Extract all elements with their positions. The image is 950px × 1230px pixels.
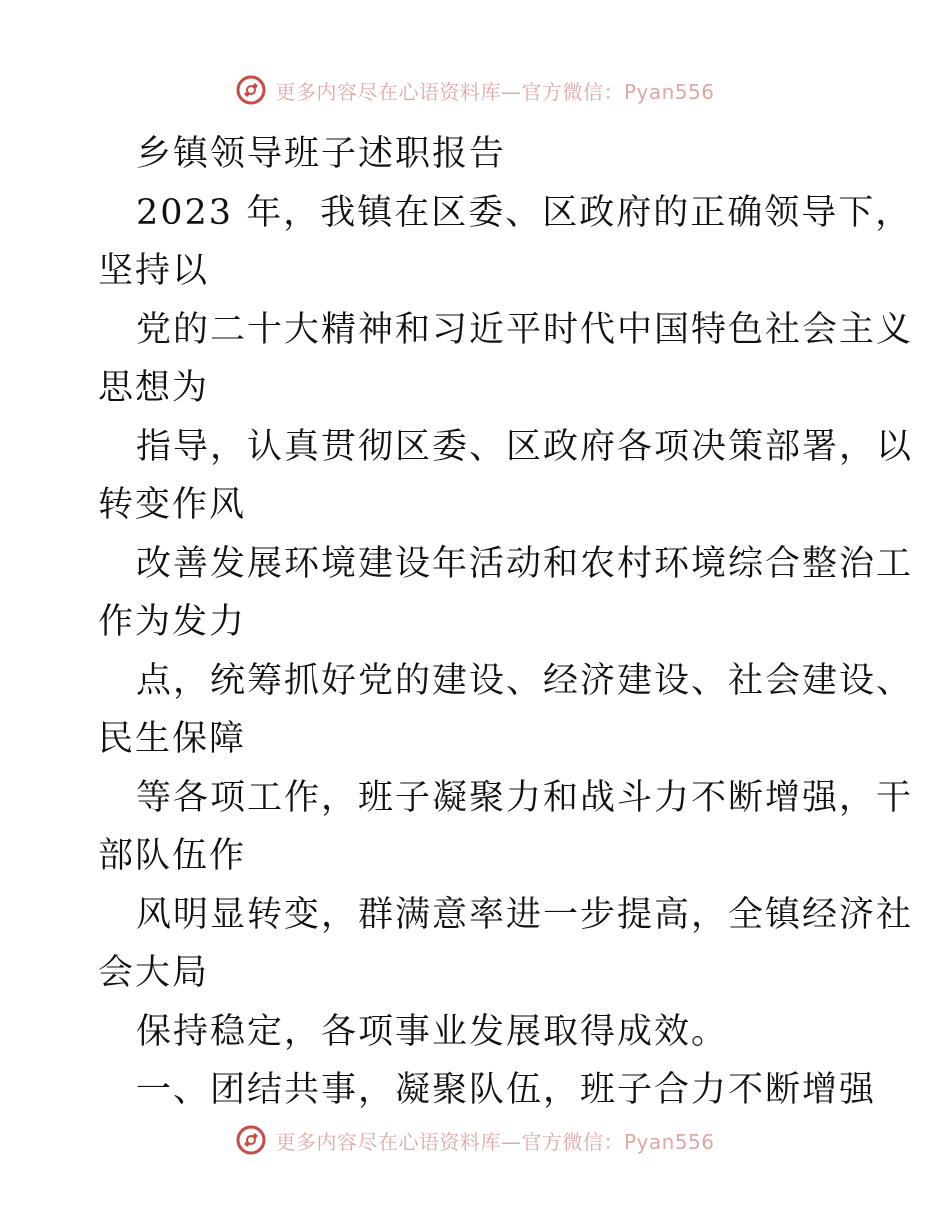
paragraph-line: 思想为 bbox=[98, 368, 210, 408]
paragraph-line: 保持稳定，各项事业发展取得成效。 bbox=[136, 1011, 729, 1052]
paragraph-line: 作为发力 bbox=[98, 602, 247, 642]
paragraph-line: 改善发展环境建设年活动和农村环境综合整治工 bbox=[136, 543, 914, 584]
document-body bbox=[98, 125, 914, 1120]
paragraph-line: 等各项工作，班子凝聚力和战斗力不断增强，干 bbox=[136, 777, 914, 818]
paragraph-line: 转变作风 bbox=[98, 485, 247, 525]
watermark-text: 更多内容尽在心语资料库—官方微信：Pyan556 bbox=[275, 1129, 715, 1154]
paragraph-line: 风明显转变，群满意率进一步提高，全镇经济社 bbox=[136, 894, 914, 935]
document-title: 乡镇领导班子述职报告 bbox=[136, 134, 507, 174]
paragraph-line: 部队伍作 bbox=[98, 836, 247, 876]
watermark-text: 更多内容尽在心语资料库—官方微信：Pyan556 bbox=[275, 79, 715, 104]
paragraph-line: 指导，认真贯彻区委、区政府各项决策部署，以 bbox=[136, 426, 914, 467]
red-seal-logo-icon bbox=[235, 1124, 267, 1156]
paragraph-line: 会大局 bbox=[98, 953, 210, 993]
paragraph-line: 坚持以 bbox=[98, 251, 210, 291]
watermark-banner-bottom bbox=[0, 1120, 950, 1160]
red-seal-logo-icon bbox=[235, 74, 267, 106]
paragraph-line: 点，统筹抓好党的建设、经济建设、社会建设、 bbox=[136, 660, 914, 701]
watermark-banner-top bbox=[0, 70, 950, 110]
section-heading: 一、团结共事，凝聚队伍，班子合力不断增强 bbox=[136, 1070, 877, 1110]
paragraph-line: 2023 年，我镇在区委、区政府的正确领导下， bbox=[136, 192, 913, 233]
paragraph-line: 党的二十大精神和习近平时代中国特色社会主义 bbox=[136, 309, 914, 350]
paragraph-line: 民生保障 bbox=[98, 719, 247, 759]
